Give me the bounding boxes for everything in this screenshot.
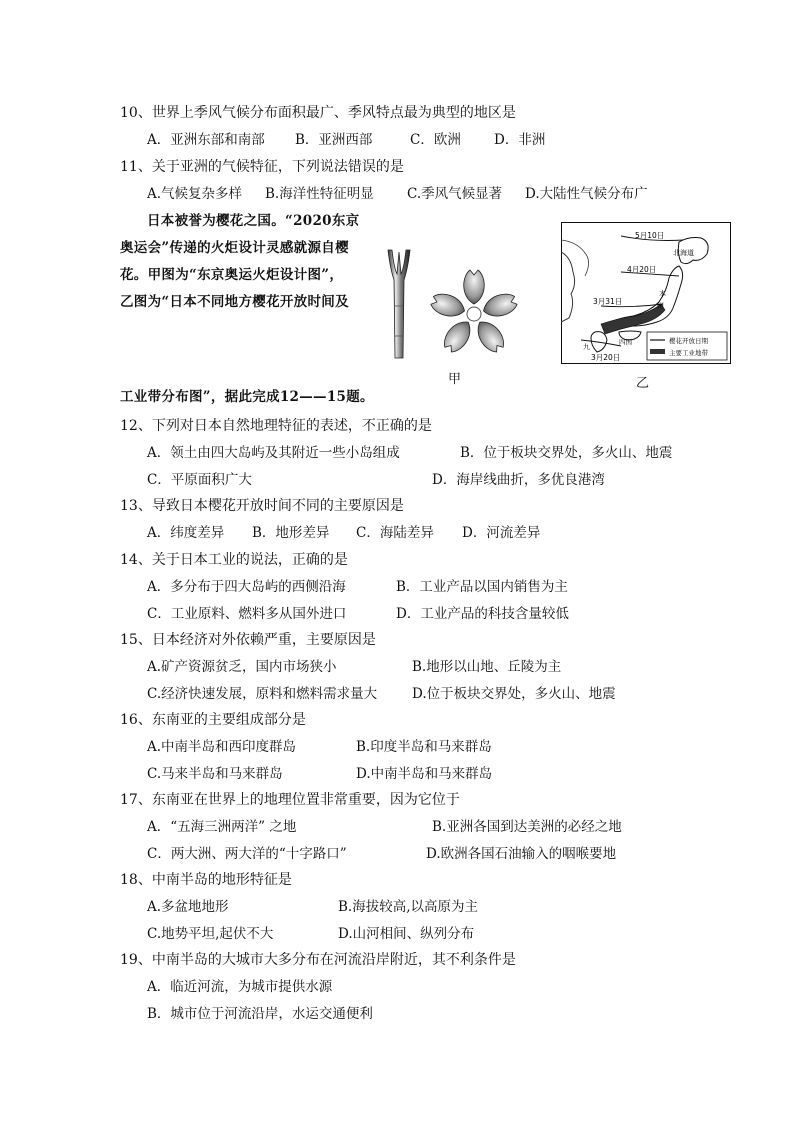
honshu-label-1: 本 [659,290,666,298]
shikoku-label: 四国 [619,338,632,346]
q16-option-c: C.马来半岛和马来群岛 [147,766,283,782]
q15-stem: 15、日本经济对外依赖严重，主要原因是 [120,632,376,648]
q14-option-a: A．多分布于四大岛屿的西侧沿海 [147,579,346,595]
q19-option-b: B．城市位于河流沿岸，水运交通便利 [147,1006,373,1022]
cherry-blossom-emblem-image [428,268,520,360]
q14-stem: 14、关于日本工业的说法，正确的是 [120,552,348,568]
q13-option-a: A．纬度差异 [147,525,225,541]
legend-hatch-symbol [650,349,665,354]
q17-option-a: A．“五海三洲两洋” 之地 [147,819,297,835]
q16-stem: 16、东南亚的主要组成部分是 [120,712,306,728]
q18-option-b: B.海拔较高,以高原为主 [338,899,479,915]
legend-bloom-date-label: 樱花开放日期 [669,337,708,345]
q15-option-c: C.经济快速发展，原料和燃料需求量大 [147,686,378,702]
q10-option-c: C．欧洲 [410,132,461,148]
q11-option-b: B.海洋性特征明显 [265,186,374,202]
material-line-4: 乙图为“日本不同地方樱花开放时间及 [120,294,349,310]
q14-option-c: C．工业原料、燃料多从国外进口 [147,606,347,622]
material-line-3: 花。甲图为“东京奥运火炬设计图”， [120,267,344,283]
q16-option-a: A.中南半岛和西印度群岛 [147,739,297,755]
bloom-date-apr20: 4月20日 [627,265,657,274]
q13-option-b: B．地形差异 [252,525,330,541]
q18-option-c: C.地势平坦,起伏不大 [147,926,274,942]
q14-option-b: B．工业产品以国内销售为主 [396,579,568,595]
q10-option-b: B．亚洲西部 [295,132,373,148]
q17-option-c: C．两大洲、两大洋的“十字路口” [147,846,347,862]
q17-stem: 17、东南亚在世界上的地理位置非常重要，因为它位于 [120,792,460,808]
q19-option-a: A．临近河流，为城市提供水源 [147,979,333,995]
honshu-label-2: 州 [657,302,664,310]
bloom-date-mar31: 3月31日 [593,297,623,306]
japan-sakura-map [561,222,731,364]
q12-stem: 12、下列对日本自然地理特征的表述，不正确的是 [120,418,432,434]
q17-option-b: B.亚洲各国到达美洲的必经之地 [432,819,622,835]
q13-option-d: D．河流差异 [462,525,541,541]
kyushu-label: 九 [583,343,590,351]
q13-option-c: C．海陆差异 [356,525,434,541]
q10-option-d: D．非洲 [494,132,546,148]
q12-option-b: B．位于板块交界处，多火山、地震 [460,445,673,461]
q15-option-d: D.位于板块交界处，多火山、地震 [412,686,616,702]
q18-option-d: D.山河相间、纵列分布 [338,926,475,942]
q12-option-c: C．平原面积广大 [147,472,252,488]
q11-stem: 11、关于亚洲的气候特征，下列说法错误的是 [120,159,404,175]
q18-option-a: A.多盆地地形 [147,899,229,915]
q19-stem: 19、中南半岛的大城市大多分布在河流沿岸附近，其不利条件是 [120,952,516,968]
q11-option-d: D.大陆性气候分布广 [525,186,648,202]
q15-option-a: A.矿产资源贫乏，国内市场狭小 [147,659,337,675]
hokkaido-label: 北海道 [673,249,694,257]
q15-option-b: B.地形以山地、丘陵为主 [412,659,562,675]
q11-option-c: C.季风气候显著 [407,186,503,202]
bloom-date-mar20: 3月20日 [591,353,621,362]
material-line-2: 奥运会”传递的火炬设计灵感就源自樱 [120,240,349,256]
material-line-1: 日本被誉为樱花之国。“2020东京 [147,213,360,229]
q16-option-d: D.中南半岛和马来群岛 [356,766,493,782]
figure-b-label: 乙 [636,376,650,391]
q17-option-d: D.欧洲各国石油输入的咽喉要地 [426,846,617,862]
q18-stem: 18、中南半岛的地形特征是 [120,872,292,888]
q10-option-a: A．亚洲东部和南部 [147,132,265,148]
legend-industrial-label: 主要工业地带 [669,349,708,357]
q11-option-a: A.气候复杂多样 [147,186,243,202]
material-line-5: 工业带分布图”，据此完成12——15题。 [120,389,374,405]
figure-a-label: 甲 [448,372,462,387]
q13-stem: 13、导致日本樱花开放时间不同的主要原因是 [120,498,404,514]
bloom-date-may10: 5月10日 [635,231,665,240]
q12-option-a: A．领土由四大岛屿及其附近一些小岛组成 [147,445,400,461]
q10-stem: 10、世界上季风气候分布面积最广、季风特点最为典型的地区是 [120,105,516,121]
q16-option-b: B.印度半岛和马来群岛 [356,739,492,755]
torch-image [386,246,412,361]
q14-option-d: D．工业产品的科技含量较低 [396,606,569,622]
q12-option-d: D．海岸线曲折，多优良港湾 [432,472,605,488]
